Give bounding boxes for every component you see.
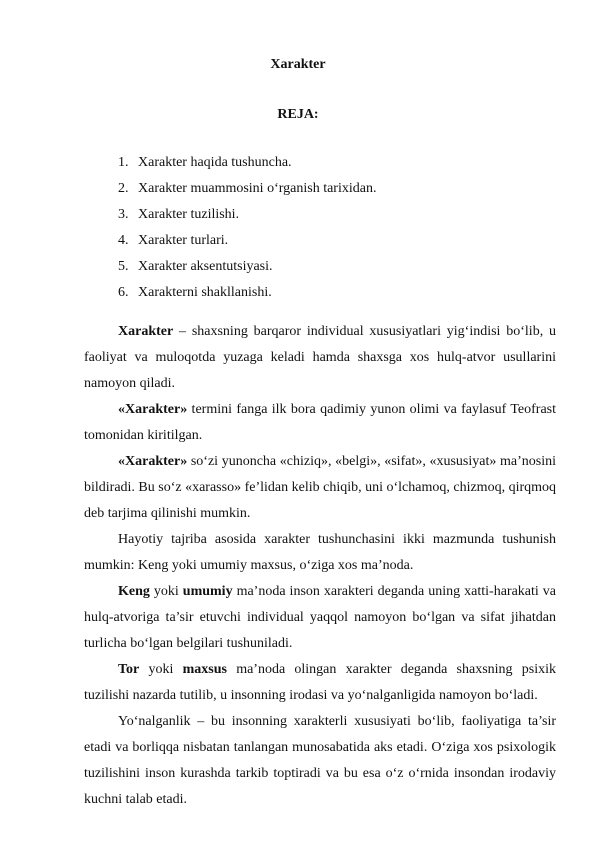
plan-item-text: Xarakter muammosini o‘rganish tarixidan. — [138, 181, 377, 196]
paragraph-text: yoki — [139, 662, 183, 677]
term-bold: «Xarakter» — [118, 402, 188, 417]
plan-item-number: 4. — [118, 233, 129, 248]
plan-item — [118, 154, 376, 180]
term-bold: Tor — [118, 662, 140, 677]
plan-item — [118, 206, 376, 232]
body-text — [84, 319, 556, 813]
plan-item-text: Xarakter aksentutsiyasi. — [138, 259, 273, 274]
plan-item — [118, 284, 376, 310]
term-bold: Keng — [118, 584, 150, 599]
paragraph-origin — [84, 397, 556, 449]
plan-list — [118, 154, 376, 310]
paragraph-text: yoki — [149, 584, 183, 599]
plan-item — [118, 180, 376, 206]
paragraph-narrow-meaning — [84, 657, 556, 709]
plan-item-number: 5. — [118, 259, 129, 274]
plan-item-text: Xarakter tuzilishi. — [138, 207, 240, 222]
plan-heading: REJA: — [277, 107, 319, 122]
term-bold: Xarakter — [118, 324, 174, 339]
plan-item — [118, 232, 376, 258]
term-bold: umumiy — [182, 584, 233, 599]
plan-item — [118, 258, 376, 284]
paragraph-text: so‘zi yunoncha «chiziq», «belgi», «sifat», «xususiyat» ma’nosini bildiradi. Bu so‘z «xarasso» fe’lidan kelib chiqib, uni o‘lchamoq, chizmoq, qirqmoq deb tarjima qilinishi mumkin. — [84, 454, 557, 521]
plan-item-number: 2. — [118, 181, 129, 196]
term-bold: «Xarakter» — [118, 454, 188, 469]
paragraph-text: ma’noda olingan xarakter deganda shaxsning psixik tuzilishi nazarda tutilib, u insonning irodasi va yo‘nalganligida namoyon bo‘ladi. — [84, 662, 557, 703]
plan-item-number: 3. — [118, 207, 129, 222]
plan-item-number: 1. — [118, 155, 129, 170]
term-bold: maxsus — [182, 662, 227, 677]
plan-item-text: Xarakter haqida tushuncha. — [138, 155, 292, 170]
plan-item-text: Xarakter turlari. — [138, 233, 229, 248]
paragraph-etymology — [84, 449, 556, 527]
paragraph-text: termini fanga ilk bora qadimiy yunon olimi va faylasuf Teofrast tomonidan kiritilgan. — [84, 402, 556, 443]
plan-item-text: Xarakterni shakllanishi. — [138, 285, 272, 300]
paragraph-text: – shaxsning barqaror individual xususiyatlari yig‘indisi bo‘lib, u faoliyat va muloqotda yuzaga keladi hamda shaxsga xos hulq-atvor usullarini namoyon qiladi. — [84, 324, 556, 391]
plan-item-number: 6. — [118, 285, 129, 300]
paragraph-text: ma’noda inson xarakteri deganda uning xatti-harakati va hulq-atvoriga ta’sir etuvchi individual yaqqol namoyon bo‘lgan va sifat jihatdan turlicha bo‘lgan belgilari tushuniladi. — [84, 584, 557, 651]
document-title: Xarakter — [270, 57, 326, 72]
paragraph-definition — [84, 319, 556, 397]
paragraph-broad-meaning — [84, 579, 556, 657]
paragraph-orientation: Yo‘nalganlik – bu insonning xarakterli xususiyati bo‘lib, faoliyatiga ta’sir etadi va borliqqa nisbatan tanlangan munosabatida aks etadi. O‘ziga xos psixologik tuzilishini inson kurashda tarkib toptiradi va bu esa o‘z o‘rnida insondan irodaviy kuchni talab etadi. — [84, 714, 556, 807]
paragraph-two-meanings: Hayotiy tajriba asosida xarakter tushunchasini ikki mazmunda tushunish mumkin: Keng yoki umumiy maxsus, o‘ziga xos ma’noda. — [84, 532, 556, 573]
